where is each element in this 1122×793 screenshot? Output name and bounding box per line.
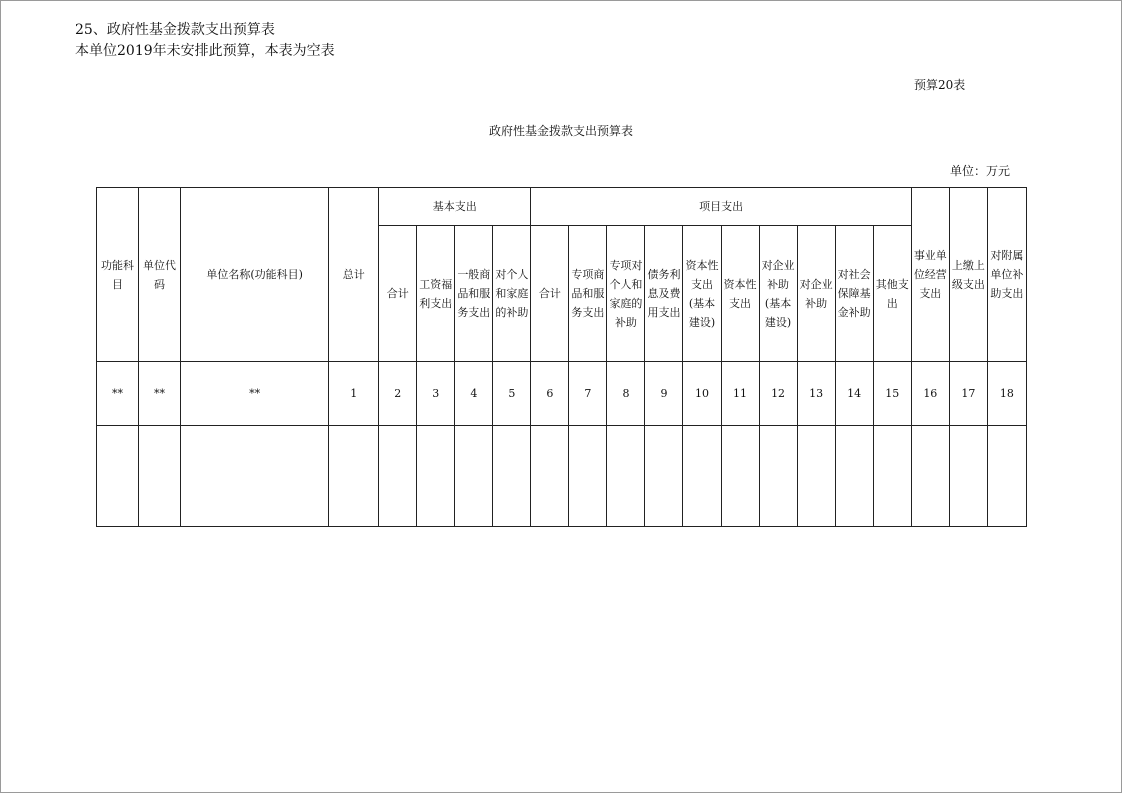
index-cell: 15 <box>873 362 911 426</box>
header-basic-1: 工资福利支出 <box>417 226 455 362</box>
header-total: 总计 <box>329 188 379 362</box>
empty-cell <box>645 426 683 527</box>
header-basic-group: 基本支出 <box>379 188 531 226</box>
empty-cell <box>139 426 181 527</box>
empty-cell <box>987 426 1026 527</box>
empty-cell <box>759 426 797 527</box>
table-title: 政府性基金拨款支出预算表 <box>488 124 633 138</box>
empty-cell <box>493 426 531 527</box>
index-cell: 2 <box>379 362 417 426</box>
empty-cell <box>911 426 949 527</box>
header-project-1: 专项商品和服务支出 <box>569 226 607 362</box>
index-cell: 11 <box>721 362 759 426</box>
index-cell: 1 <box>329 362 379 426</box>
empty-cell <box>455 426 493 527</box>
header-project-group: 项目支出 <box>531 188 911 226</box>
empty-cell <box>379 426 417 527</box>
table-number: 预算20表 <box>914 78 966 92</box>
header-func-subject: 功能科目 <box>97 188 139 362</box>
header-project-7: 对企业补助 <box>797 226 835 362</box>
index-cell: 14 <box>835 362 873 426</box>
index-cell: ** <box>139 362 181 426</box>
header-project-2: 专项对个人和家庭的补助 <box>607 226 645 362</box>
index-cell: 8 <box>607 362 645 426</box>
empty-cell <box>835 426 873 527</box>
index-cell: 6 <box>531 362 569 426</box>
header-project-9: 其他支出 <box>873 226 911 362</box>
empty-cell <box>607 426 645 527</box>
index-cell: ** <box>97 362 139 426</box>
empty-cell <box>97 426 139 527</box>
header-basic-3: 对个人和家庭的补助 <box>493 226 531 362</box>
empty-cell <box>797 426 835 527</box>
header-tail-1: 上缴上级支出 <box>949 188 987 362</box>
index-cell: 10 <box>683 362 721 426</box>
index-cell: ** <box>181 362 329 426</box>
empty-cell <box>181 426 329 527</box>
header-project-8: 对社会保障基金补助 <box>835 226 873 362</box>
header-tail-2: 对附属单位补助支出 <box>987 188 1026 362</box>
header-project-0: 合计 <box>531 226 569 362</box>
index-cell: 9 <box>645 362 683 426</box>
empty-cell <box>683 426 721 527</box>
empty-cell <box>949 426 987 527</box>
unit-label: 单位：万元 <box>950 164 1011 178</box>
header-row-groups <box>97 188 1027 226</box>
header-tail-0: 事业单位经营支出 <box>911 188 949 362</box>
index-row <box>97 362 1027 426</box>
header-project-6: 对企业补助(基本建设) <box>759 226 797 362</box>
index-cell: 18 <box>987 362 1026 426</box>
header-project-4: 资本性支出(基本建设) <box>683 226 721 362</box>
header-project-5: 资本性支出 <box>721 226 759 362</box>
empty-data-row <box>97 426 1027 527</box>
section-heading: 25、政府性基金拨款支出预算表 <box>75 22 275 38</box>
empty-cell <box>721 426 759 527</box>
header-basic-0: 合计 <box>379 226 417 362</box>
empty-table-note: 本单位2019年未安排此预算，本表为空表 <box>75 43 335 59</box>
index-cell: 3 <box>417 362 455 426</box>
header-unit-code: 单位代码 <box>139 188 181 362</box>
index-cell: 7 <box>569 362 607 426</box>
empty-cell <box>531 426 569 527</box>
empty-cell <box>417 426 455 527</box>
index-cell: 13 <box>797 362 835 426</box>
empty-cell <box>569 426 607 527</box>
index-cell: 16 <box>911 362 949 426</box>
index-cell: 5 <box>493 362 531 426</box>
index-cell: 17 <box>949 362 987 426</box>
header-project-3: 债务利息及费用支出 <box>645 226 683 362</box>
index-cell: 12 <box>759 362 797 426</box>
header-basic-2: 一般商品和服务支出 <box>455 226 493 362</box>
empty-cell <box>873 426 911 527</box>
header-unit-name: 单位名称(功能科目) <box>181 188 329 362</box>
empty-cell <box>329 426 379 527</box>
budget-table <box>96 187 1027 527</box>
index-cell: 4 <box>455 362 493 426</box>
